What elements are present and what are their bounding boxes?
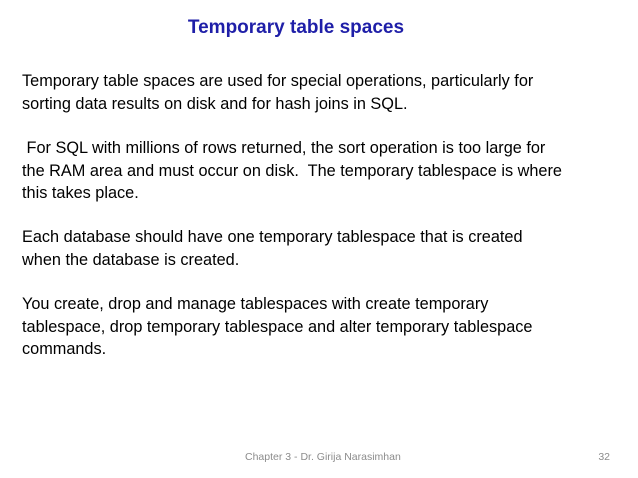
page-number: 32 <box>598 451 610 463</box>
slide-title <box>0 17 638 39</box>
footer-chapter-author: Chapter 3 - Dr. Girija Narasimhan <box>245 451 401 463</box>
paragraph-sort-on-disk: For SQL with millions of rows returned, the sort operation is too large for the RAM area and must occur on disk. The temporary tablespace is where this takes place. <box>22 139 562 202</box>
paragraph-temporary-spaces-purpose: Temporary table spaces are used for special operations, particularly for sorting data results on disk and for hash joins in SQL. <box>22 72 534 113</box>
paragraph-manage-commands: You create, drop and manage tablespaces with create temporary tablespace, drop temporary tablespace and alter temporary tablespace commands. <box>22 295 533 358</box>
slide-title-text: Temporary table spaces <box>187 17 405 38</box>
paragraph-one-per-database: Each database should have one temporary tablespace that is created when the database is created. <box>22 228 523 269</box>
